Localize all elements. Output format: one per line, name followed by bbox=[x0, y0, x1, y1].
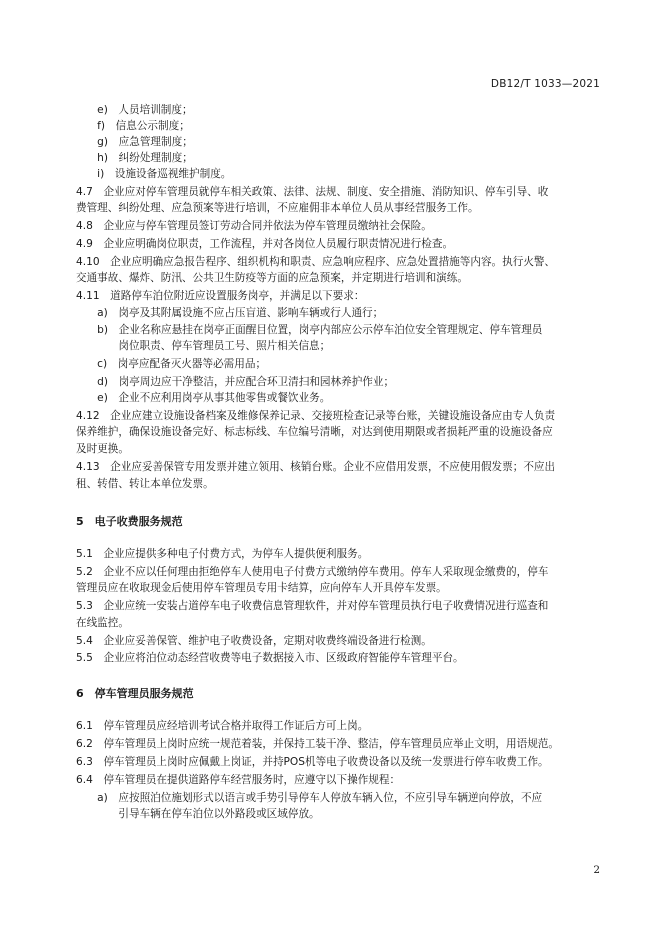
text-line: 4.8 企业应与停车管理员签订劳动合同并依法为停车管理员缴纳社会保险。 bbox=[76, 220, 432, 232]
text-line: 4.13 企业应妥善保管专用发票并建立领用、核销台账。企业不应借用发票，不应使用假发票；不应出 bbox=[76, 461, 556, 473]
text-line: 5.2 企业不应以任何理由拒绝停车人使用电子付费方式缴纳停车费用。停车人采取现金缴费的，停车 bbox=[76, 566, 549, 578]
text-line: i) 设施设备巡视维护制度。 bbox=[76, 168, 232, 180]
text-line: 6.2 停车管理员上岗时应统一规范着装，并保持工装干净、整洁，停车管理员应举止文明，用语规范。 bbox=[76, 738, 559, 750]
text-line: h) 纠纷处理制度； bbox=[76, 152, 193, 164]
text-line: 4.11 道路停车泊位附近应设置服务岗亭，并满足以下要求： bbox=[76, 290, 365, 302]
section-heading: 6 停车管理员服务规范 bbox=[76, 687, 194, 700]
text-line: d) 岗亭周边应干净整洁，并应配合环卫清扫和园林养护作业； bbox=[76, 376, 395, 388]
text-line: 及时更换。 bbox=[76, 443, 129, 455]
document-code-header: DB12/T 1033—2021 bbox=[490, 78, 600, 90]
text-line: 交通事故、爆炸、防汛、公共卫生防疫等方面的应急预案，并定期进行培训和演练。 bbox=[76, 272, 468, 284]
text-line: 管理员应在收取现金后使用停车管理员专用卡结算，应向停车人开具停车发票。 bbox=[76, 582, 447, 594]
text-line: 租、转借、转让本单位发票。 bbox=[76, 478, 214, 490]
text-line: 引导车辆在停车泊位以外路段或区域停放。 bbox=[76, 808, 320, 820]
text-line: 费管理、纠纷处理、应急预案等进行培训，不应雇佣非本单位人员从事经营服务工作。 bbox=[76, 202, 479, 214]
text-line: a) 岗亭及其附属设施不应占压盲道、影响车辆或行人通行； bbox=[76, 307, 384, 319]
text-line: f) 信息公示制度； bbox=[76, 120, 190, 132]
text-line: b) 企业名称应悬挂在岗亭正面醒目位置，岗亭内部应公示停车泊位安全管理规定、停车管理员 bbox=[76, 324, 543, 336]
text-line: 5.3 企业应统一安装占道停车电子收费信息管理软件，并对停车管理员执行电子收费情况进行巡查和 bbox=[76, 600, 549, 612]
text-line: 6.4 停车管理员在提供道路停车经营服务时，应遵守以下操作规程： bbox=[76, 774, 401, 786]
text-line: 4.7 企业应对停车管理员就停车相关政策、法律、法规、制度、安全措施、消防知识、停车引导、收 bbox=[76, 186, 549, 198]
text-line: 6.3 停车管理员上岗时应佩戴上岗证，并持POS机等电子收费设备以及统一发票进行停车收费工作。 bbox=[76, 756, 549, 768]
text-line: 4.10 企业应明确应急报告程序、组织机构和职责、应急响应程序、应急处置措施等内容。执行火警、 bbox=[76, 256, 556, 268]
text-line: c) 岗亭应配备灭火器等必需用品； bbox=[76, 358, 267, 370]
text-line: e) 企业不应利用岗亭从事其他零售或餐饮业务。 bbox=[76, 392, 331, 404]
text-line: 岗位职责、停车管理员工号、照片相关信息； bbox=[76, 340, 331, 352]
text-line: e) 人员培训制度； bbox=[76, 104, 193, 116]
section-heading: 5 电子收费服务规范 bbox=[76, 515, 183, 528]
text-line: 保养维护，确保设施设备完好、标志标线、车位编号清晰，对达到使用期限或者损耗严重的设施设备应 bbox=[76, 426, 553, 438]
text-line: 5.4 企业应妥善保管、维护电子收费设备，定期对收费终端设备进行检测。 bbox=[76, 635, 432, 647]
text-line: g) 应急管理制度； bbox=[76, 136, 193, 148]
text-line: 4.12 企业应建立设施设备档案及维修保养记录、交接班检查记录等台账，关键设施设备应由专人负责 bbox=[76, 410, 556, 422]
text-line: a) 应按照泊位施划形式以语言或手势引导停车人停放车辆入位，不应引导车辆逆向停放，不应 bbox=[76, 792, 543, 804]
text-line: 6.1 停车管理员应经培训考试合格并取得工作证后方可上岗。 bbox=[76, 720, 369, 732]
text-line: 4.9 企业应明确岗位职责，工作流程，并对各岗位人员履行职责情况进行检查。 bbox=[76, 238, 454, 250]
text-line: 5.5 企业应将泊位动态经营收费等电子数据接入市、区级政府智能停车管理平台。 bbox=[76, 652, 464, 664]
page-number: 2 bbox=[593, 864, 600, 876]
text-line: 5.1 企业应提供多种电子付费方式，为停车人提供便利服务。 bbox=[76, 548, 369, 560]
text-line: 在线监控。 bbox=[76, 617, 129, 629]
